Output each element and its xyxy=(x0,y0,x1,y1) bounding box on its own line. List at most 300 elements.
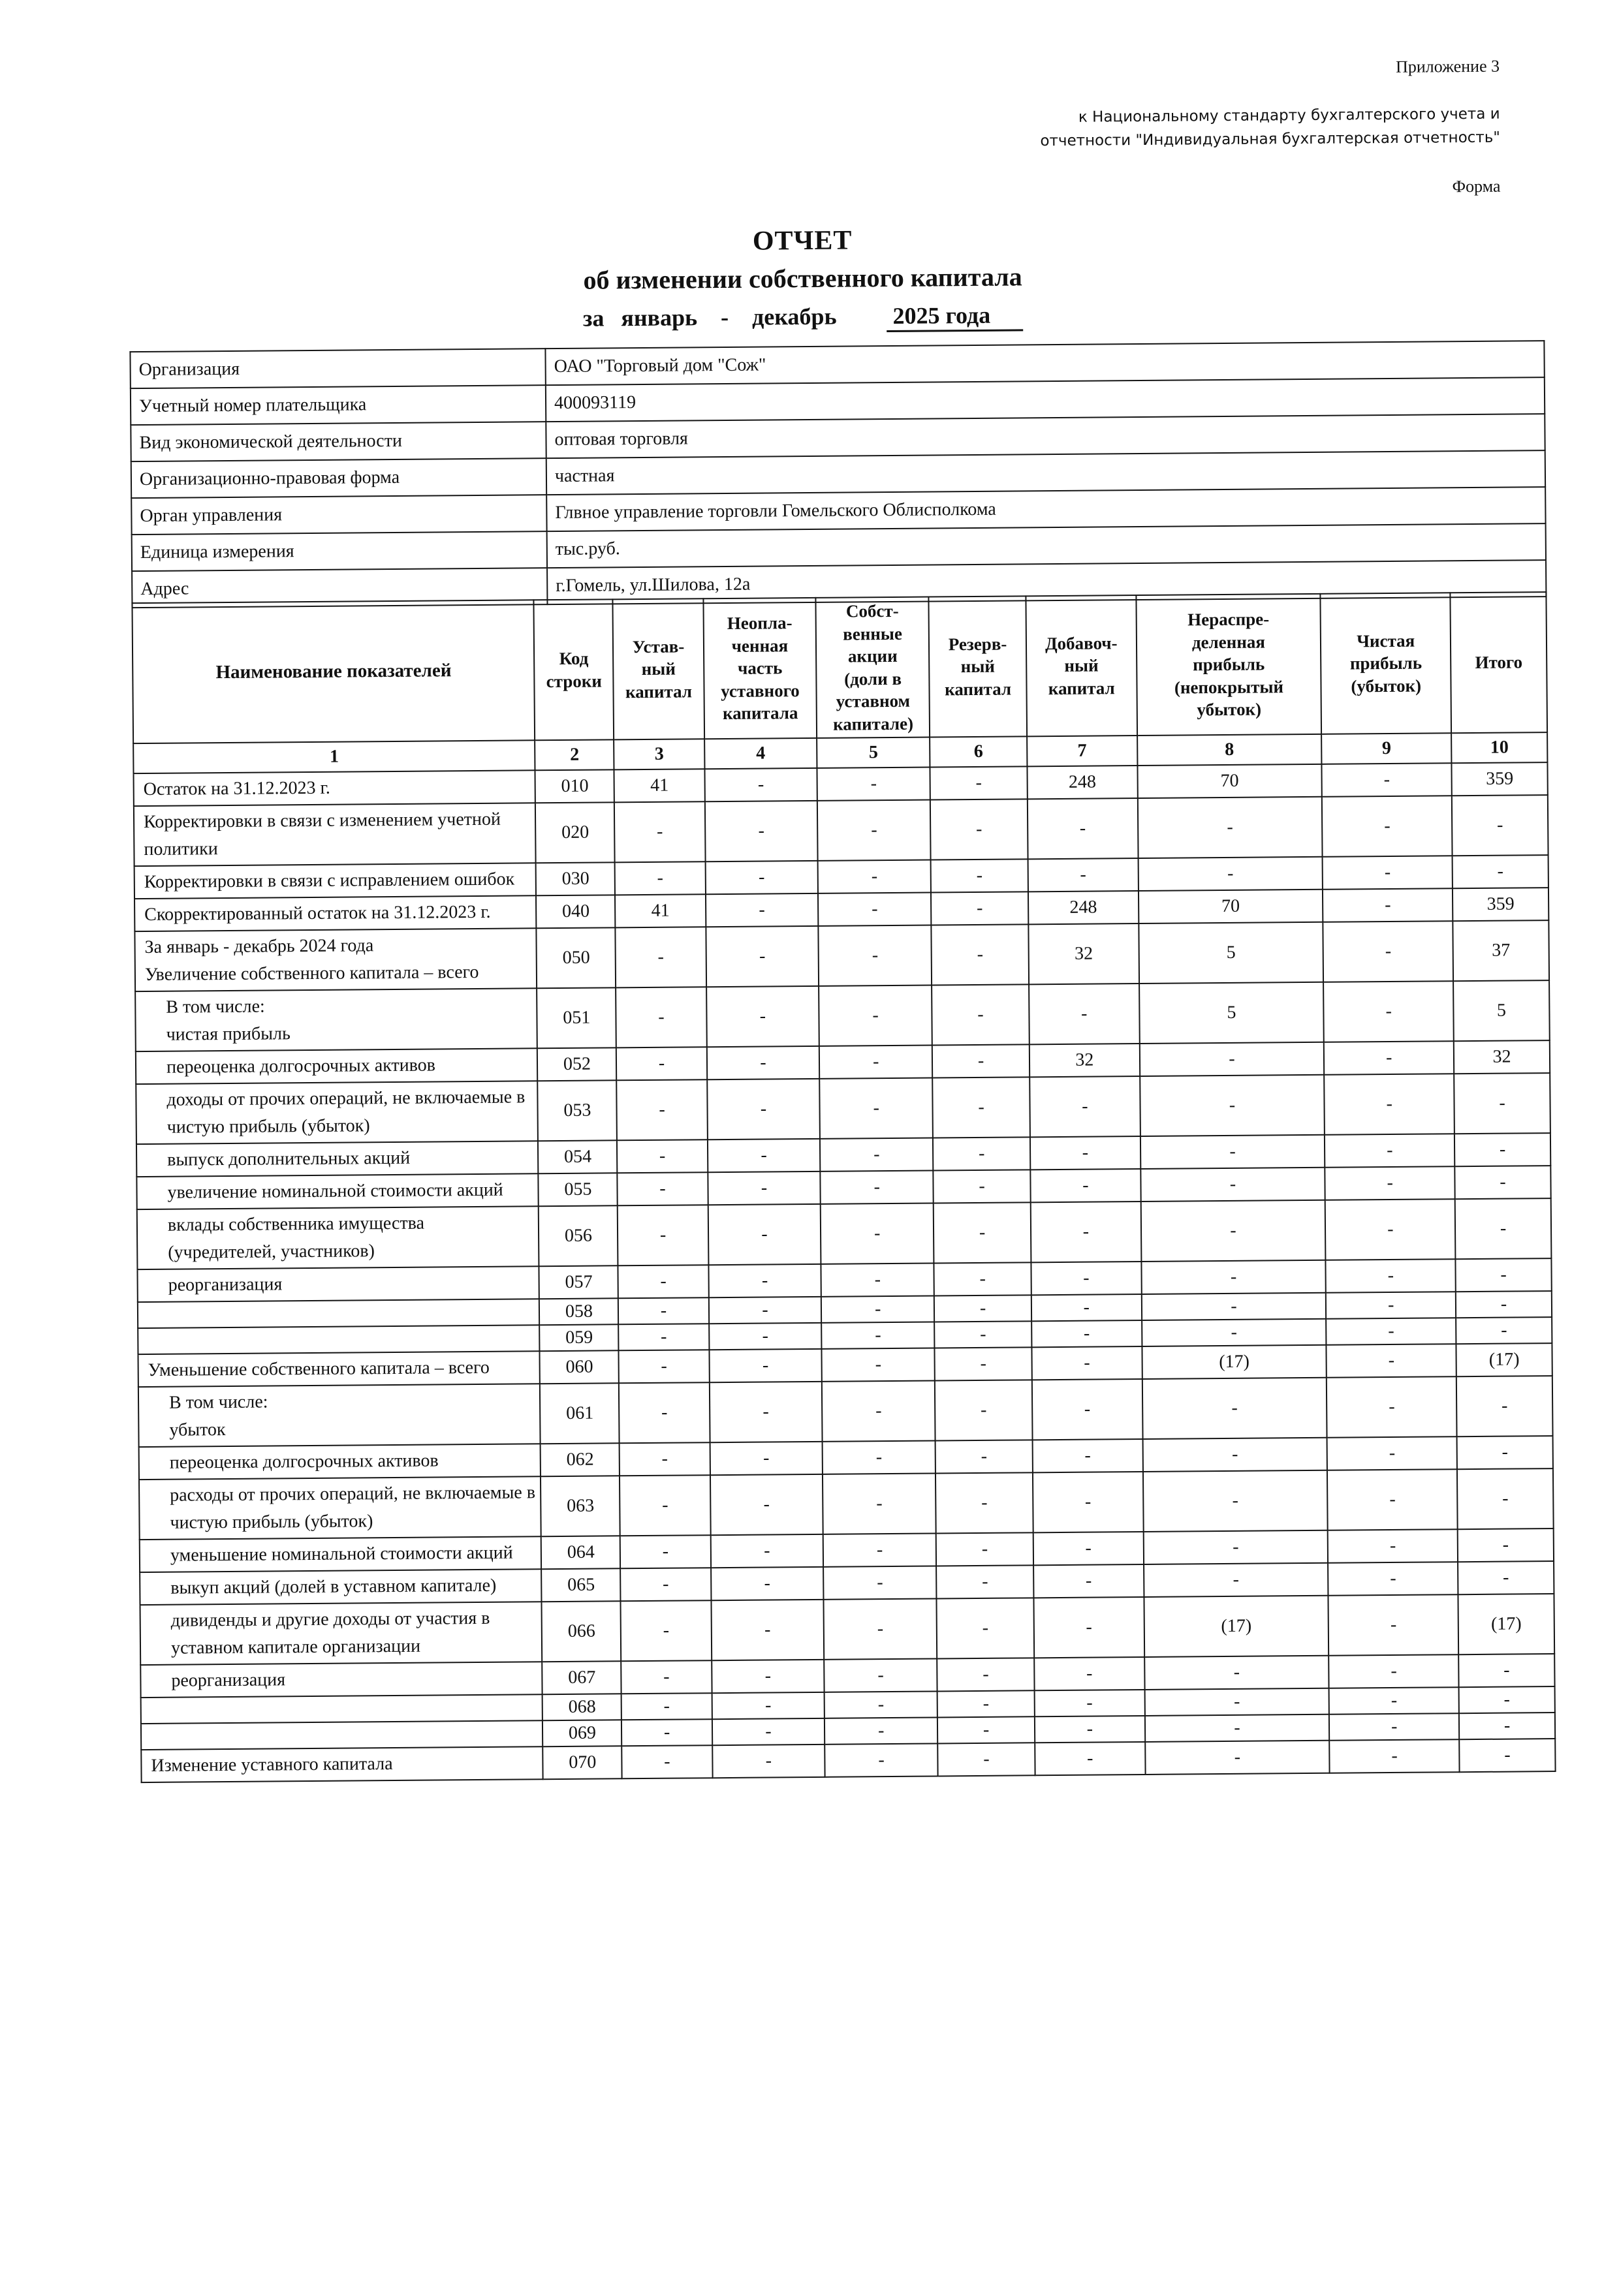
row-indicator-name: В том числе: убыток xyxy=(138,1384,541,1448)
row-value-col-5: - xyxy=(825,1692,937,1718)
row-code: 054 xyxy=(538,1141,617,1174)
row-value-col-4: - xyxy=(704,801,817,861)
row-value-col-10: (17) xyxy=(1458,1594,1555,1654)
row-indicator-name: Уменьшение собственного капитала – всего xyxy=(138,1352,540,1388)
row-value-col-9: - xyxy=(1327,1344,1456,1378)
row-value-col-5: - xyxy=(823,1566,936,1600)
row-value-col-7: - xyxy=(1030,1169,1140,1202)
row-value-col-10: 359 xyxy=(1453,888,1548,921)
row-value-col-4: - xyxy=(709,1349,822,1382)
organization-info-body xyxy=(130,341,1546,608)
row-value-col-5: - xyxy=(821,1203,934,1264)
row-code: 065 xyxy=(542,1569,621,1602)
col-header-additional-capital-l1: Добавоч- xyxy=(1045,633,1118,653)
row-code: 070 xyxy=(543,1746,622,1780)
row-value-col-4: - xyxy=(712,1718,825,1745)
document-header-block xyxy=(847,54,1501,205)
row-value-col-9: - xyxy=(1324,1042,1454,1076)
col-header-charter-capital-l2: ный xyxy=(641,659,676,679)
col-header-retained-earnings-l3: прибыль xyxy=(1193,654,1265,675)
info-value: ОАО "Торговый дом "Сож" xyxy=(545,341,1544,385)
col-header-treasury-shares-l6: капитале) xyxy=(833,713,914,734)
column-number-6: 6 xyxy=(930,737,1027,768)
row-value-col-10: - xyxy=(1455,1258,1551,1292)
row-value-col-3: - xyxy=(620,1442,710,1476)
row-value-col-10: - xyxy=(1453,855,1548,888)
info-label: Организационно-правовая форма xyxy=(131,458,546,498)
row-value-col-4: - xyxy=(710,1474,823,1535)
col-header-retained-earnings-l2: деленная xyxy=(1191,632,1266,653)
row-value-col-4: - xyxy=(704,768,817,801)
row-value-col-3: - xyxy=(617,1080,708,1141)
row-value-col-4: - xyxy=(710,1442,823,1475)
col-header-charter-capital xyxy=(613,598,704,739)
row-value-col-5: - xyxy=(820,1078,933,1139)
table-row xyxy=(137,1198,1552,1269)
period-preposition: за xyxy=(582,305,605,332)
row-value-col-4: - xyxy=(709,1323,822,1350)
row-value-col-3: - xyxy=(622,1745,713,1778)
row-value-col-3: - xyxy=(620,1568,711,1601)
row-value-col-10: 32 xyxy=(1454,1040,1550,1074)
row-value-col-7: - xyxy=(1033,1439,1143,1472)
column-number-2: 2 xyxy=(535,740,614,771)
row-value-col-9: - xyxy=(1326,1292,1456,1320)
col-header-treasury-shares-l3: акции xyxy=(847,646,898,666)
row-value-col-7: - xyxy=(1035,1690,1145,1716)
row-value-col-10: - xyxy=(1458,1561,1554,1594)
col-header-treasury-shares-l2: венные xyxy=(843,623,903,644)
info-label: Учетный номер плательщика xyxy=(131,385,546,425)
info-value: Глвное управление торговли Гомельского Облисполкома xyxy=(546,487,1545,531)
table-row xyxy=(140,1594,1555,1665)
row-value-col-6: - xyxy=(930,799,1028,860)
row-value-col-9: - xyxy=(1323,856,1453,890)
equity-table-head xyxy=(132,592,1547,773)
row-value-col-9: - xyxy=(1327,1437,1457,1471)
row-indicator-name: Корректировки в связи с исправлением ошибок xyxy=(134,863,537,899)
row-value-col-7: 248 xyxy=(1028,766,1138,799)
row-value-col-6: - xyxy=(937,1743,1035,1776)
row-value-col-8: - xyxy=(1140,1135,1325,1169)
row-value-col-8: - xyxy=(1143,1530,1328,1564)
row-value-col-6: - xyxy=(934,1203,1031,1264)
row-value-col-10: - xyxy=(1457,1436,1553,1469)
row-value-col-8: - xyxy=(1142,1438,1327,1472)
row-value-col-8: - xyxy=(1144,1714,1329,1742)
row-value-col-7: - xyxy=(1031,1320,1142,1347)
row-value-col-10: - xyxy=(1456,1376,1553,1436)
appendix-label: Приложение 3 xyxy=(1395,56,1500,76)
row-value-col-7: - xyxy=(1035,1716,1145,1743)
period-month-from: январь xyxy=(621,304,698,332)
row-value-col-8: - xyxy=(1144,1688,1329,1716)
row-value-col-8: 5 xyxy=(1139,982,1325,1044)
row-value-col-6: - xyxy=(932,985,1030,1046)
column-number-1: 1 xyxy=(133,741,535,774)
row-value-col-7: - xyxy=(1033,1564,1144,1598)
equity-table-body xyxy=(134,762,1556,1782)
row-code: 059 xyxy=(540,1325,619,1352)
col-header-indicator-name: Наименование показателей xyxy=(132,600,535,743)
row-value-col-4: - xyxy=(712,1692,825,1719)
row-value-col-5: - xyxy=(825,1659,937,1692)
row-value-col-8: - xyxy=(1138,857,1323,891)
row-value-col-9: - xyxy=(1325,1167,1455,1201)
row-code: 053 xyxy=(538,1081,618,1141)
row-value-col-5: - xyxy=(824,1599,937,1660)
row-value-col-4: - xyxy=(709,1382,822,1442)
info-label: Адрес xyxy=(132,568,547,608)
row-value-col-4: - xyxy=(712,1745,825,1778)
row-value-col-4: - xyxy=(708,1264,821,1297)
col-header-retained-earnings-l4: (непокрытый xyxy=(1174,677,1284,698)
col-header-additional-capital xyxy=(1026,595,1137,737)
column-number-7: 7 xyxy=(1027,736,1137,766)
row-value-col-5: - xyxy=(825,1718,937,1745)
col-header-treasury-shares-l4: (доли в xyxy=(844,668,902,689)
row-value-col-5: - xyxy=(821,1264,934,1297)
row-code: 058 xyxy=(539,1299,618,1326)
row-value-col-10: 5 xyxy=(1453,980,1550,1041)
row-value-col-10: 37 xyxy=(1453,920,1549,981)
row-indicator-name: выпуск дополнительных акций xyxy=(136,1141,539,1177)
table-row xyxy=(134,920,1549,991)
info-label: Единица измерения xyxy=(132,531,547,571)
row-value-col-8: - xyxy=(1140,1200,1326,1262)
period-year: 2025 года xyxy=(886,302,1023,332)
col-header-reserve-capital-l1: Резерв- xyxy=(948,634,1007,655)
col-header-treasury-shares-l5: уставном xyxy=(836,690,911,711)
row-value-col-6: - xyxy=(933,1138,1030,1171)
col-header-retained-earnings-l5: убыток) xyxy=(1197,699,1262,720)
info-value: тыс.руб. xyxy=(547,523,1546,568)
col-header-row-code xyxy=(534,599,614,740)
row-value-col-8: (17) xyxy=(1144,1596,1329,1657)
row-value-col-10: (17) xyxy=(1456,1343,1552,1376)
row-value-col-5: - xyxy=(825,1744,938,1777)
col-header-unpaid-part-l4: уставного xyxy=(721,681,800,701)
row-value-col-4: - xyxy=(711,1600,824,1660)
col-header-retained-earnings xyxy=(1136,594,1322,736)
row-value-col-4: - xyxy=(706,1046,819,1079)
row-value-col-4: - xyxy=(707,1079,820,1140)
row-value-col-8: - xyxy=(1140,1168,1325,1202)
col-header-total xyxy=(1450,592,1547,733)
row-value-col-6: - xyxy=(934,1295,1031,1322)
row-indicator-name xyxy=(141,1721,543,1750)
col-header-net-profit-l2: прибыль xyxy=(1349,653,1423,674)
row-value-col-4: - xyxy=(706,893,819,927)
row-value-col-3: - xyxy=(615,862,706,895)
row-indicator-name: реорганизация xyxy=(137,1267,539,1303)
row-value-col-3: - xyxy=(616,927,706,988)
row-code: 010 xyxy=(535,770,614,803)
row-value-col-3: - xyxy=(616,987,706,1048)
row-value-col-4: - xyxy=(708,1171,821,1205)
row-value-col-9: - xyxy=(1326,1260,1456,1294)
row-value-col-4: - xyxy=(706,926,819,987)
row-value-col-6: - xyxy=(934,1263,1031,1296)
title-block xyxy=(0,219,1612,336)
row-value-col-10: - xyxy=(1454,1133,1550,1166)
row-value-col-7: 32 xyxy=(1030,1044,1140,1077)
row-value-col-6: - xyxy=(935,1473,1033,1534)
col-header-unpaid-part-l1: Неопла- xyxy=(727,613,793,634)
row-value-col-4: - xyxy=(710,1534,823,1568)
row-value-col-9: - xyxy=(1328,1562,1458,1596)
row-value-col-10: - xyxy=(1458,1654,1554,1687)
row-value-col-4: - xyxy=(711,1567,824,1600)
col-header-treasury-shares-l1: Собст- xyxy=(845,600,899,621)
form-label: Форма xyxy=(1452,176,1501,196)
row-code: 066 xyxy=(542,1602,621,1662)
col-header-additional-capital-l2: ный xyxy=(1064,655,1099,676)
row-value-col-6: - xyxy=(935,1440,1033,1474)
row-value-col-9: - xyxy=(1328,1594,1458,1656)
row-indicator-name: дивиденды и другие доходы от участия в уставном капитале организации xyxy=(140,1602,542,1666)
row-value-col-5: - xyxy=(822,1381,935,1442)
info-label: Вид экономической деятельности xyxy=(131,422,546,461)
row-indicator-name: Изменение уставного капитала xyxy=(141,1747,543,1783)
row-value-col-9: - xyxy=(1323,889,1453,923)
row-value-col-3: - xyxy=(614,802,705,863)
row-value-col-3: - xyxy=(619,1350,710,1384)
row-value-col-3: - xyxy=(616,1047,707,1081)
row-value-col-10: - xyxy=(1454,1166,1550,1199)
report-period xyxy=(583,301,1024,332)
row-value-col-7: - xyxy=(1029,984,1139,1044)
row-indicator-name: вклады собственника имущества (учредителей, участников) xyxy=(137,1207,539,1270)
row-indicator-name: доходы от прочих операций, не включаемые в чистую прибыль (убыток) xyxy=(136,1081,538,1145)
row-value-col-5: - xyxy=(821,1296,934,1323)
row-value-col-9: - xyxy=(1323,982,1453,1043)
row-value-col-7: - xyxy=(1028,798,1138,859)
row-value-col-10: - xyxy=(1457,1468,1554,1529)
row-value-col-7: - xyxy=(1033,1532,1144,1565)
col-header-charter-capital-l1: Устав- xyxy=(632,636,685,657)
row-value-col-5: - xyxy=(823,1474,935,1534)
col-header-row-code-l2: строки xyxy=(546,671,603,691)
row-value-col-6: - xyxy=(935,1380,1033,1441)
row-value-col-6: - xyxy=(937,1658,1034,1692)
row-value-col-3: - xyxy=(618,1205,708,1266)
row-code: 030 xyxy=(536,863,615,896)
row-value-col-4: - xyxy=(706,986,819,1047)
row-value-col-3: - xyxy=(621,1693,712,1720)
row-indicator-name: расходы от прочих операций, не включаемые в чистую прибыль (убыток) xyxy=(139,1477,541,1540)
row-value-col-6: - xyxy=(937,1598,1035,1659)
row-value-col-5: - xyxy=(817,768,930,801)
row-indicator-name: За январь - декабрь 2024 года Увеличение собственного капитала – всего xyxy=(134,929,537,992)
row-value-col-6: - xyxy=(932,1078,1030,1138)
row-value-col-6: - xyxy=(932,1045,1030,1078)
row-value-col-10: - xyxy=(1452,795,1548,856)
row-value-col-10: - xyxy=(1459,1739,1555,1772)
period-dash: - xyxy=(720,303,729,331)
row-value-col-5: - xyxy=(821,1171,934,1204)
col-header-charter-capital-l3: капитал xyxy=(625,681,693,702)
row-indicator-name xyxy=(141,1695,543,1724)
row-code: 064 xyxy=(541,1536,620,1570)
row-indicator-name xyxy=(138,1326,540,1355)
row-indicator-name: переоценка долгосрочных активов xyxy=(136,1049,538,1085)
column-number-5: 5 xyxy=(817,737,930,768)
row-code: 052 xyxy=(537,1048,616,1081)
row-value-col-10: - xyxy=(1455,1198,1552,1259)
row-value-col-7: - xyxy=(1030,1076,1140,1137)
row-value-col-7: - xyxy=(1032,1346,1142,1380)
row-code: 067 xyxy=(542,1662,621,1695)
row-value-col-6: - xyxy=(937,1691,1035,1718)
row-value-col-9: - xyxy=(1322,796,1452,858)
row-value-col-8: - xyxy=(1144,1656,1329,1690)
row-value-col-9: - xyxy=(1323,922,1453,983)
row-value-col-3: 41 xyxy=(615,895,706,928)
col-header-additional-capital-l3: капитал xyxy=(1048,678,1115,699)
info-value: частная xyxy=(546,450,1545,495)
row-value-col-5: - xyxy=(819,1046,932,1079)
row-value-col-6: - xyxy=(931,860,1028,893)
row-value-col-3: - xyxy=(620,1475,710,1536)
row-value-col-7: - xyxy=(1035,1742,1145,1775)
row-value-col-3: - xyxy=(621,1719,712,1746)
row-value-col-3: - xyxy=(620,1535,711,1568)
row-indicator-name: Остаток на 31.12.2023 г. xyxy=(134,771,536,807)
row-value-col-3: - xyxy=(618,1173,708,1206)
table-row xyxy=(138,1376,1553,1447)
row-code: 061 xyxy=(540,1384,620,1444)
row-value-col-3: 41 xyxy=(614,769,705,803)
row-value-col-9: - xyxy=(1325,1074,1454,1136)
row-code: 057 xyxy=(539,1266,618,1299)
report-title: ОТЧЕТ xyxy=(752,225,853,256)
row-value-col-5: - xyxy=(820,1138,933,1171)
row-value-col-4: - xyxy=(712,1660,825,1693)
row-value-col-9: - xyxy=(1327,1377,1456,1438)
row-code: 040 xyxy=(536,895,615,929)
row-value-col-6: - xyxy=(931,892,1028,925)
column-number-4: 4 xyxy=(704,738,817,769)
row-indicator-name: выкуп акций (долей в уставном капитале) xyxy=(140,1570,542,1606)
row-value-col-4: - xyxy=(708,1297,821,1324)
row-indicator-name: реорганизация xyxy=(140,1662,542,1698)
row-value-col-4: - xyxy=(708,1139,821,1172)
row-value-col-9: - xyxy=(1325,1200,1455,1261)
row-value-col-9: - xyxy=(1329,1654,1459,1688)
col-header-retained-earnings-l1: Нераспре- xyxy=(1187,609,1270,630)
row-value-col-10: 359 xyxy=(1452,762,1548,796)
row-value-col-7: 32 xyxy=(1028,923,1139,984)
row-value-col-9: - xyxy=(1327,1318,1456,1346)
row-value-col-8: - xyxy=(1140,1075,1325,1136)
row-value-col-9: - xyxy=(1329,1687,1459,1714)
row-code: 062 xyxy=(541,1444,620,1477)
row-value-col-5: - xyxy=(817,800,930,861)
row-value-col-3: - xyxy=(619,1324,710,1351)
row-code: 063 xyxy=(541,1476,620,1537)
row-value-col-10: - xyxy=(1454,1073,1550,1134)
row-value-col-9: - xyxy=(1329,1713,1459,1741)
row-value-col-7: - xyxy=(1032,1379,1142,1440)
row-value-col-5: - xyxy=(819,925,932,986)
row-indicator-name: увеличение номинальной стоимости акций xyxy=(136,1174,539,1210)
row-value-col-10: - xyxy=(1459,1713,1555,1739)
row-value-col-4: - xyxy=(708,1204,821,1265)
equity-table-header-row xyxy=(132,592,1547,743)
row-code: 050 xyxy=(537,928,616,989)
col-header-total-l1: Итого xyxy=(1475,652,1523,673)
row-value-col-6: - xyxy=(931,925,1029,985)
row-value-col-3: - xyxy=(619,1382,710,1443)
row-value-col-6: - xyxy=(930,767,1028,800)
organization-info-table xyxy=(129,340,1547,608)
row-value-col-6: - xyxy=(937,1717,1035,1744)
col-header-unpaid-part-l3: часть xyxy=(737,658,783,679)
row-code: 055 xyxy=(539,1173,618,1207)
row-value-col-3: - xyxy=(618,1298,709,1325)
info-value: оптовая торговля xyxy=(546,414,1545,458)
row-value-col-5: - xyxy=(818,860,931,893)
row-indicator-name: Скорректированный остаток на 31.12.2023 г. xyxy=(134,896,537,932)
row-value-col-8: 70 xyxy=(1138,890,1323,923)
column-number-3: 3 xyxy=(614,739,704,770)
row-value-col-9: - xyxy=(1327,1470,1457,1531)
col-header-reserve-capital xyxy=(928,596,1027,737)
row-value-col-8: - xyxy=(1142,1319,1327,1346)
row-value-col-7: - xyxy=(1028,858,1139,892)
row-code: 069 xyxy=(542,1720,621,1747)
table-row xyxy=(135,980,1550,1051)
row-value-col-8: - xyxy=(1142,1378,1327,1439)
row-value-col-9: - xyxy=(1330,1739,1460,1773)
row-value-col-10: - xyxy=(1456,1317,1552,1344)
row-value-col-5: - xyxy=(818,893,931,926)
row-value-col-10: - xyxy=(1459,1686,1555,1713)
col-header-treasury-shares xyxy=(816,597,930,739)
row-indicator-name: В том числе: чистая прибыль xyxy=(135,989,537,1052)
row-value-col-7: - xyxy=(1031,1202,1141,1262)
row-value-col-8: (17) xyxy=(1142,1345,1327,1379)
row-value-col-6: - xyxy=(936,1533,1033,1566)
row-code: 056 xyxy=(539,1206,618,1267)
row-value-col-6: - xyxy=(935,1348,1032,1381)
row-value-col-10: - xyxy=(1456,1291,1552,1318)
equity-change-table xyxy=(131,591,1556,1783)
row-value-col-7: - xyxy=(1034,1657,1144,1690)
row-code: 020 xyxy=(535,803,615,863)
row-value-col-8: - xyxy=(1139,1042,1324,1076)
row-value-col-5: - xyxy=(822,1348,935,1382)
col-header-net-profit xyxy=(1321,593,1451,734)
row-value-col-9: - xyxy=(1322,764,1452,798)
table-row xyxy=(134,795,1548,866)
report-subtitle: об изменении собственного капитала xyxy=(583,262,1022,295)
col-header-row-code-l1: Код xyxy=(559,648,589,669)
row-value-col-3: - xyxy=(621,1660,712,1694)
row-value-col-8: - xyxy=(1141,1293,1326,1320)
row-value-col-8: - xyxy=(1137,797,1323,858)
info-label: Орган управления xyxy=(131,495,546,535)
row-value-col-8: 5 xyxy=(1139,922,1324,984)
standard-reference-line2: отчетности "Индивидуальная бухгалтерская отчетность" xyxy=(1040,129,1501,150)
row-value-col-3: - xyxy=(617,1140,708,1173)
col-header-unpaid-part xyxy=(703,598,817,739)
row-value-col-8: - xyxy=(1142,1470,1328,1532)
row-value-col-4: - xyxy=(705,861,818,894)
row-value-col-7: - xyxy=(1031,1294,1142,1321)
row-code: 051 xyxy=(537,988,617,1049)
